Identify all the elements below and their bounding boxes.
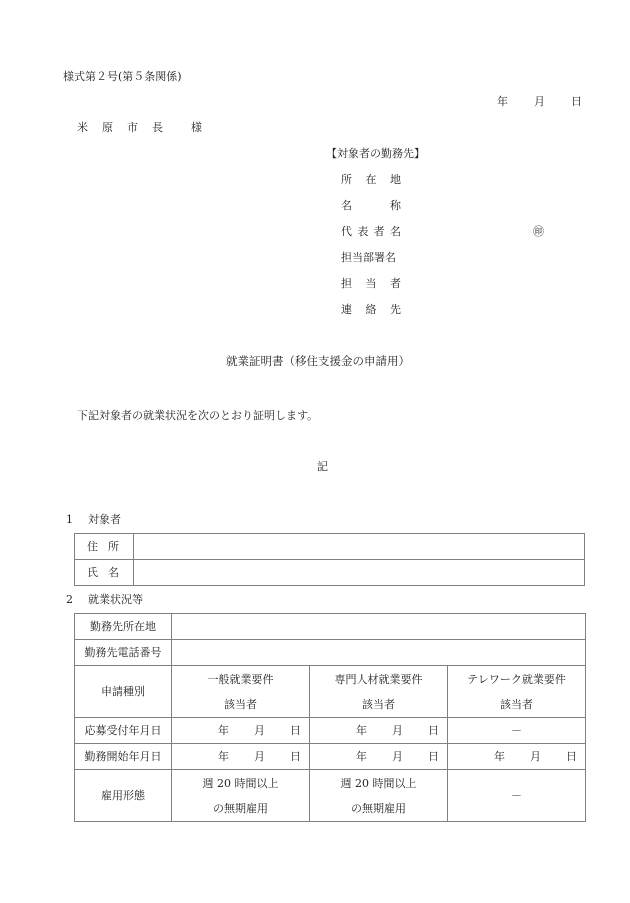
label-char: 名: [108, 566, 119, 579]
employment-condition: 週 20 時間以上: [340, 776, 417, 790]
workplace-phone-label: 勤務先電話番号: [75, 640, 172, 666]
label-char: 所: [108, 540, 119, 553]
label-char: 先: [390, 303, 401, 316]
application-type-general[interactable]: [172, 666, 310, 718]
column-subtitle: 該当者: [362, 697, 395, 711]
addressee: [77, 122, 202, 133]
day-label: 日: [428, 750, 439, 763]
table-row: [75, 744, 586, 770]
addressee-char: 長: [152, 121, 163, 134]
employer-field-name: [341, 200, 401, 211]
start-date-general[interactable]: [172, 744, 310, 770]
address-label: [75, 534, 134, 560]
section-2-heading: [66, 594, 143, 605]
section-number: 1: [66, 513, 73, 526]
application-date-general[interactable]: [172, 718, 310, 744]
year-label: 年: [497, 95, 508, 108]
year-label: 年: [356, 750, 367, 763]
section-title: 対象者: [88, 513, 121, 526]
employer-field-representative: [341, 226, 401, 237]
application-date-specialist[interactable]: [310, 718, 448, 744]
addressee-char: 原: [102, 121, 113, 134]
employment-condition: の無期雇用: [351, 801, 406, 815]
label-char: 名: [341, 199, 352, 212]
year-label: 年: [494, 750, 505, 763]
workplace-address-label: 勤務先所在地: [75, 614, 172, 640]
month-label: 月: [530, 750, 541, 763]
label-char: 者: [390, 277, 401, 290]
address-field[interactable]: [134, 534, 585, 560]
label-char: 連: [341, 303, 352, 316]
label-char: 者: [373, 225, 385, 238]
application-type-label: 申請種別: [75, 666, 172, 718]
day-label: 日: [290, 724, 301, 737]
column-subtitle: 該当者: [500, 697, 533, 711]
employment-type-general: [172, 770, 310, 822]
label-char: 表: [357, 225, 369, 238]
employment-condition: の無期雇用: [213, 801, 268, 815]
table-row: [75, 534, 585, 560]
year-label: 年: [218, 724, 229, 737]
employment-type-telework: －: [448, 770, 586, 822]
start-date-telework[interactable]: [448, 744, 586, 770]
seal-icon: ㊞: [533, 225, 544, 238]
year-label: 年: [218, 750, 229, 763]
column-title: 一般就業要件: [207, 672, 274, 686]
table-row: [75, 560, 585, 586]
day-label: 日: [290, 750, 301, 763]
addressee-char: 米: [77, 121, 88, 134]
label-char: 名: [389, 225, 401, 238]
employment-type-label: 雇用形態: [75, 770, 172, 822]
label-char: 称: [390, 199, 401, 212]
application-date-label: 応募受付年月日: [75, 718, 172, 744]
addressee-honorific: 様: [191, 121, 202, 134]
employer-heading: 【対象者の勤務先】: [326, 147, 425, 160]
start-date-label: 勤務開始年月日: [75, 744, 172, 770]
day-label: 日: [571, 95, 582, 108]
label-char: 氏: [87, 566, 98, 579]
subject-table: [74, 533, 585, 586]
day-label: 日: [566, 750, 577, 763]
form-number: 様式第２号(第５条関係): [63, 70, 182, 83]
employment-table: [74, 613, 586, 822]
employer-field-department: [341, 252, 401, 263]
day-label: 日: [428, 724, 439, 737]
section-1-heading: [66, 514, 121, 525]
table-row: [75, 640, 586, 666]
employer-field-contact-person: [341, 278, 401, 289]
table-row: [75, 770, 586, 822]
employer-field-contact: [341, 304, 401, 315]
label-char: 地: [390, 173, 401, 186]
month-label: 月: [392, 724, 403, 737]
workplace-address-field[interactable]: [172, 614, 586, 640]
ki-mark: 記: [317, 460, 328, 473]
label-char: 在: [365, 173, 377, 186]
label-char: 住: [87, 540, 98, 553]
month-label: 月: [534, 95, 545, 108]
table-row: [75, 666, 586, 718]
employer-field-address: [341, 174, 401, 185]
issue-date: [497, 96, 582, 107]
application-date-telework: －: [448, 718, 586, 744]
table-row: [75, 718, 586, 744]
month-label: 月: [254, 724, 265, 737]
workplace-phone-field[interactable]: [172, 640, 586, 666]
document-title: 就業証明書（移住支援金の申請用）: [226, 354, 410, 368]
label-char: 担: [341, 277, 352, 290]
start-date-specialist[interactable]: [310, 744, 448, 770]
column-subtitle: 該当者: [224, 697, 257, 711]
section-title: 就業状況等: [88, 593, 143, 606]
table-row: [75, 614, 586, 640]
label-char: 絡: [365, 303, 377, 316]
column-title: 専門人材就業要件: [334, 672, 423, 686]
label-char: 当: [365, 277, 377, 290]
employment-type-specialist: [310, 770, 448, 822]
name-label: [75, 560, 134, 586]
label-char: 所: [341, 173, 352, 186]
application-type-telework[interactable]: [448, 666, 586, 718]
year-label: 年: [356, 724, 367, 737]
employment-condition: 週 20 時間以上: [202, 776, 279, 790]
application-type-specialist[interactable]: [310, 666, 448, 718]
certification-statement: 下記対象者の就業状況を次のとおり証明します。: [77, 409, 319, 422]
section-number: 2: [66, 593, 73, 606]
month-label: 月: [392, 750, 403, 763]
month-label: 月: [254, 750, 265, 763]
label-char: 代: [341, 225, 352, 238]
column-title: テレワーク就業要件: [467, 672, 566, 686]
addressee-char: 市: [127, 121, 138, 134]
label-text: 担当部署名: [341, 251, 396, 264]
name-field[interactable]: [134, 560, 585, 586]
